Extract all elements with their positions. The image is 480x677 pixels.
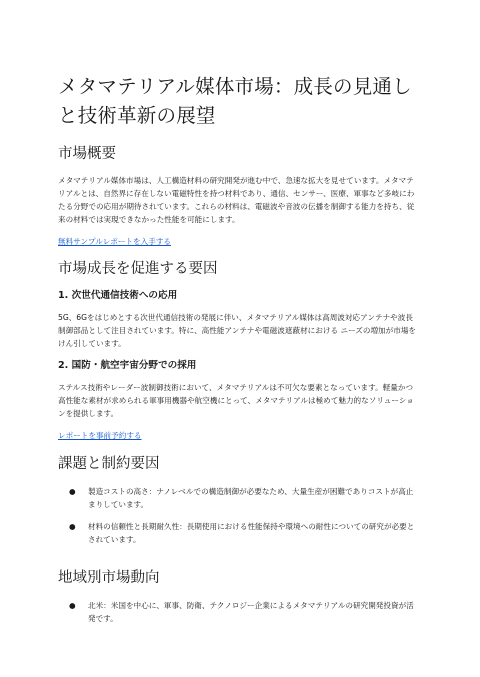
challenges-heading: 課題と制約要因 [58, 456, 160, 472]
drivers-heading: 市場成長を促進する要因 [58, 261, 218, 277]
list-item-text: 製造コストの高さ：ナノレベルでの構造制御が必要なため、大量生産が困難でありコストが高止まりしています。 [88, 487, 414, 509]
bullet-icon: ● [69, 522, 76, 531]
list-item [58, 599, 420, 625]
driver-2-body: ステルス技術やレーダー波制御技術において、メタマテリアルは不可欠な要素となっています。軽量かつ高性能な素材が求められる軍事用機器や航空機にとって、メタマテリアルは極めて魅力的なソリューションを提供します。 [58, 383, 414, 418]
overview-heading: 市場概要 [58, 146, 116, 162]
driver-1-body: 5G、6Gをはじめとする次世代通信技術の発展に伴い、メタマテリアル媒体は高周波対応アンテナや波長制御部品として注目されています。特に、高性能アンテナや電磁波遮蔽材における ニーズの増加が市場をけん引しています。 [58, 313, 417, 348]
overview-body: メタマテリアル媒体市場は、人工構造材料の研究開発が進む中で、急速な拡大を見せています。メタマテリアルとは、自然界に存在しない電磁特性を持つ材料であり、通信、センサー、医療、軍事など多岐にわたる分野での応用が期待されています。これらの材料は、電磁波や音波の伝播を制御する能力を持ち、従来の材料では実現できなかった性能を可能にします。 [58, 176, 415, 224]
page-title: メタマテリアル媒体市場：成長の見通しと技術革新の展望 [58, 75, 412, 127]
free-sample-link[interactable]: 無料サンプルレポートを入手する [58, 237, 172, 246]
list-item [58, 520, 420, 546]
list-item-text: 北米：米国を中心に、軍事、防衛、テクノロジー企業によるメタマテリアルの研究開発投資が活発です。 [88, 601, 414, 623]
regional-heading: 地域別市場動向 [58, 570, 160, 586]
driver-2-title: 2. 国防・航空宇宙分野での採用 [58, 360, 197, 371]
driver-1-title: 1. 次世代通信技術への応用 [58, 290, 178, 301]
list-item-text: 材料の信頼性と長期耐久性：長期使用における性能保持や環境への耐性についての研究が必要とされています。 [88, 522, 415, 544]
bullet-icon: ● [69, 487, 76, 496]
challenges-list [58, 485, 420, 546]
regional-list [58, 599, 420, 625]
bullet-icon: ● [69, 601, 76, 610]
pre-order-link[interactable]: レポートを事前予約する [58, 431, 142, 440]
list-item [58, 485, 420, 511]
document-page [58, 0, 420, 625]
